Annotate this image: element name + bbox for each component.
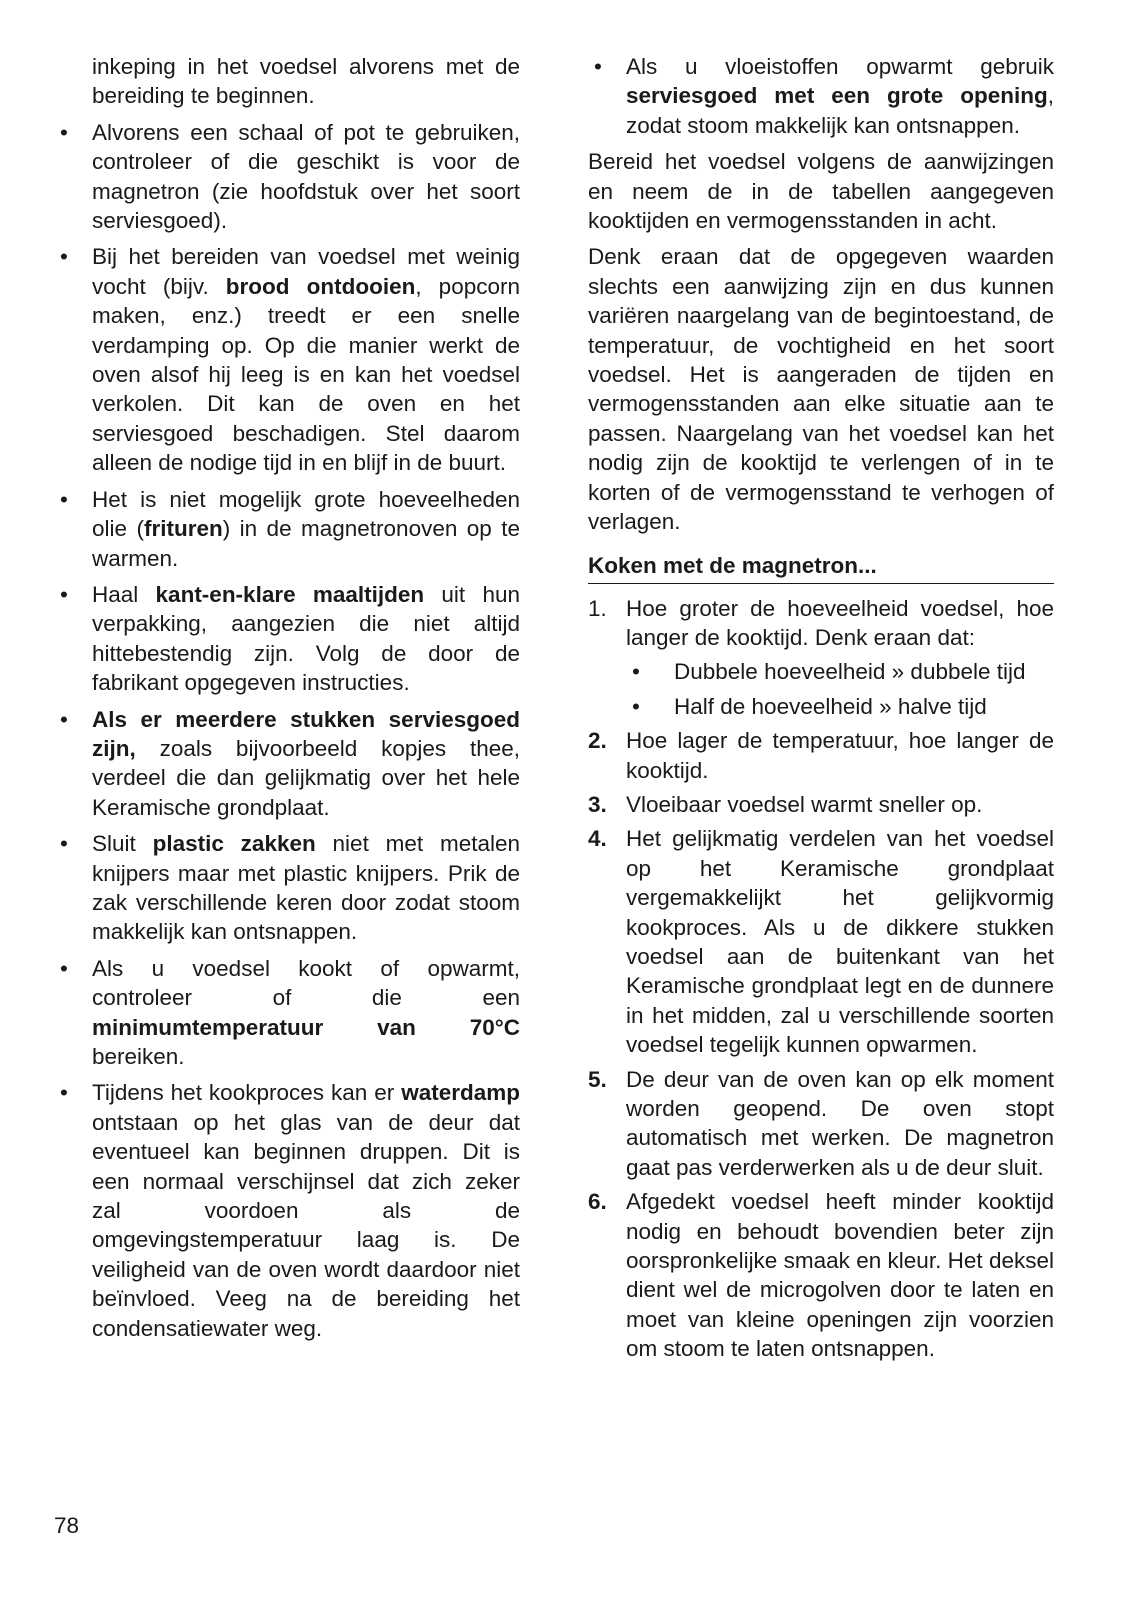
numbered-item-6 bbox=[588, 1187, 1054, 1363]
right-column bbox=[588, 52, 1054, 1369]
page-number: 78 bbox=[54, 1513, 80, 1538]
item-number: 1. bbox=[588, 595, 607, 621]
item-text: Het gelijkmatig verdelen van het voedsel op het Keramische grondplaat vergemakkelijkt het gelijkvormig kookproces. Als u de dikkere stukken voedsel aan de buitenkant van het Keramische grondplaat legt en de dunnere in het midden, zal u verschillende soorten voedsel tegelijk kunnen opwarmen. bbox=[626, 826, 1054, 1058]
sub-bullet-text: Half de hoeveelheid » halve tijd bbox=[674, 693, 987, 719]
intro-continuation: inkeping in het voedsel alvorens met de bereiding te beginnen. bbox=[92, 54, 520, 109]
left-column bbox=[54, 52, 520, 1350]
numbered-item-4 bbox=[588, 824, 1054, 1059]
item-number: 4. bbox=[588, 826, 607, 852]
bullet-text: Het is niet mogelijk grote hoeveelheden olie (frituren) in de magnetronoven op te warmen. bbox=[92, 486, 520, 571]
paragraph-values-indicative: Denk eraan dat de opgegeven waarden slechts een aanwijzing zijn en dus kunnen variëren naargelang van de begintoestand, de temperatuur, de vochtigheid en het soort voedsel. Het is aangeraden de tijden en vermogensstanden aan elke situatie aan te passen. Naargelang van het voedsel kan het nodig zijn de kooktijd te verlengen of in te korten of de vermogensstand te verhogen of verlagen. bbox=[588, 244, 1054, 535]
bullet-marker: • bbox=[60, 486, 68, 512]
bullet-text: Als er meerdere stukken serviesgoed zijn, zoals bijvoorbeeld kopjes thee, verdeel die dan gelijkmatig over het hele Keramische grondplaat. bbox=[92, 706, 520, 820]
sub-bullet-double bbox=[588, 657, 1054, 686]
item-number: 2. bbox=[588, 728, 607, 754]
bullet-item-multiple-dishes bbox=[54, 705, 520, 823]
bullet-item-ready-meals bbox=[54, 580, 520, 698]
paragraph-instructions: Bereid het voedsel volgens de aanwijzingen en neem de in de tabellen aangegeven kooktijden en vermogensstanden in acht. bbox=[588, 149, 1054, 234]
numbered-item-5 bbox=[588, 1065, 1054, 1183]
item-number: 5. bbox=[588, 1066, 607, 1092]
bullet-item-plastic-bags bbox=[54, 829, 520, 947]
bullet-marker: • bbox=[594, 54, 602, 79]
bullet-marker: • bbox=[60, 244, 68, 270]
bullet-marker: • bbox=[60, 831, 68, 857]
bullet-marker: • bbox=[60, 955, 68, 981]
item-number: 3. bbox=[588, 791, 607, 817]
bullet-item-check-dish bbox=[54, 118, 520, 236]
bullet-item-liquids bbox=[588, 52, 1054, 140]
item-text: De deur van de oven kan op elk moment worden geopend. De oven stopt automatisch met werken. De magnetron gaat pas verderwerken als u de deur sluit. bbox=[626, 1066, 1054, 1180]
bullet-marker: • bbox=[60, 1080, 68, 1106]
bullet-text: Als u vloeistoffen opwarmt gebruik serviesgoed met een grote opening, zodat stoom makkelijk kan ontsnappen. bbox=[626, 54, 1054, 138]
numbered-item-1 bbox=[588, 594, 1054, 653]
item-number: 6. bbox=[588, 1189, 607, 1215]
item-text: Vloeibaar voedsel warmt sneller op. bbox=[626, 791, 983, 817]
bullet-marker: • bbox=[60, 706, 68, 732]
bullet-text: Bij het bereiden van voedsel met weinig vocht (bijv. brood ontdooien, popcorn maken, enz.) treedt er een snelle verdamping op. Op die manier werkt de oven alsof hij leeg is en kan het voedsel verkolen. Dit kan de oven en het serviesgoed beschadigen. Stel daarom alleen de nodige tijd in en blijf in de buurt. bbox=[92, 244, 520, 476]
bullet-text: Tijdens het kookproces kan er waterdamp ontstaan op het glas van de deur dat eventueel kan beginnen druppen. Dit is een normaal verschijnsel dat zich zeker zal voordoen als de omgevingstemperatuur laag is. De veiligheid van de oven wordt daardoor niet beïnvloed. Veeg na de bereiding het condensatiewater weg. bbox=[92, 1080, 520, 1341]
bullet-item-frying bbox=[54, 485, 520, 573]
bullet-item-water-vapour bbox=[54, 1078, 520, 1343]
bullet-item-min-temperature bbox=[54, 954, 520, 1072]
bullet-item-low-moisture bbox=[54, 242, 520, 477]
bullet-marker: • bbox=[60, 119, 68, 145]
bullet-marker: • bbox=[60, 581, 68, 607]
bullet-text: Haal kant-en-klare maaltijden uit hun verpakking, aangezien die niet altijd hittebestendig zijn. Volg de door de fabrikant opgegeven instructies. bbox=[92, 581, 520, 696]
bullet-text: Sluit plastic zakken niet met metalen knijpers maar met plastic knijpers. Prik de zak verschillende keren door zodat stoom makkelijk kan ontsnappen. bbox=[92, 831, 520, 945]
bullet-marker: • bbox=[632, 659, 640, 685]
sub-bullet-text: Dubbele hoeveelheid » dubbele tijd bbox=[674, 659, 1026, 685]
section-heading: Koken met de magnetron... bbox=[588, 551, 1054, 584]
sub-bullet-half bbox=[588, 692, 1054, 721]
bullet-marker: • bbox=[632, 693, 640, 719]
numbered-item-3 bbox=[588, 790, 1054, 819]
bullet-text: Als u voedsel kookt of opwarmt, controleer of die een minimumtemperatuur van 70°C bereiken. bbox=[92, 955, 520, 1069]
bullet-text: Alvorens een schaal of pot te gebruiken, controleer of die geschikt is voor de magnetron (zie hoofdstuk over het soort serviesgoed). bbox=[92, 119, 520, 234]
numbered-item-2 bbox=[588, 726, 1054, 785]
item-text: Afgedekt voedsel heeft minder kooktijd nodig en behoudt bovendien beter zijn oorspronkelijke smaak en kleur. Het deksel dient wel de microgolven door te laten en moet van kleine openingen zijn voorzien om stoom te laten ontsnappen. bbox=[626, 1189, 1054, 1362]
item-text: Hoe lager de temperatuur, hoe langer de kooktijd. bbox=[626, 728, 1054, 783]
item-text: Hoe groter de hoeveelheid voedsel, hoe langer de kooktijd. Denk eraan dat: bbox=[626, 595, 1054, 650]
